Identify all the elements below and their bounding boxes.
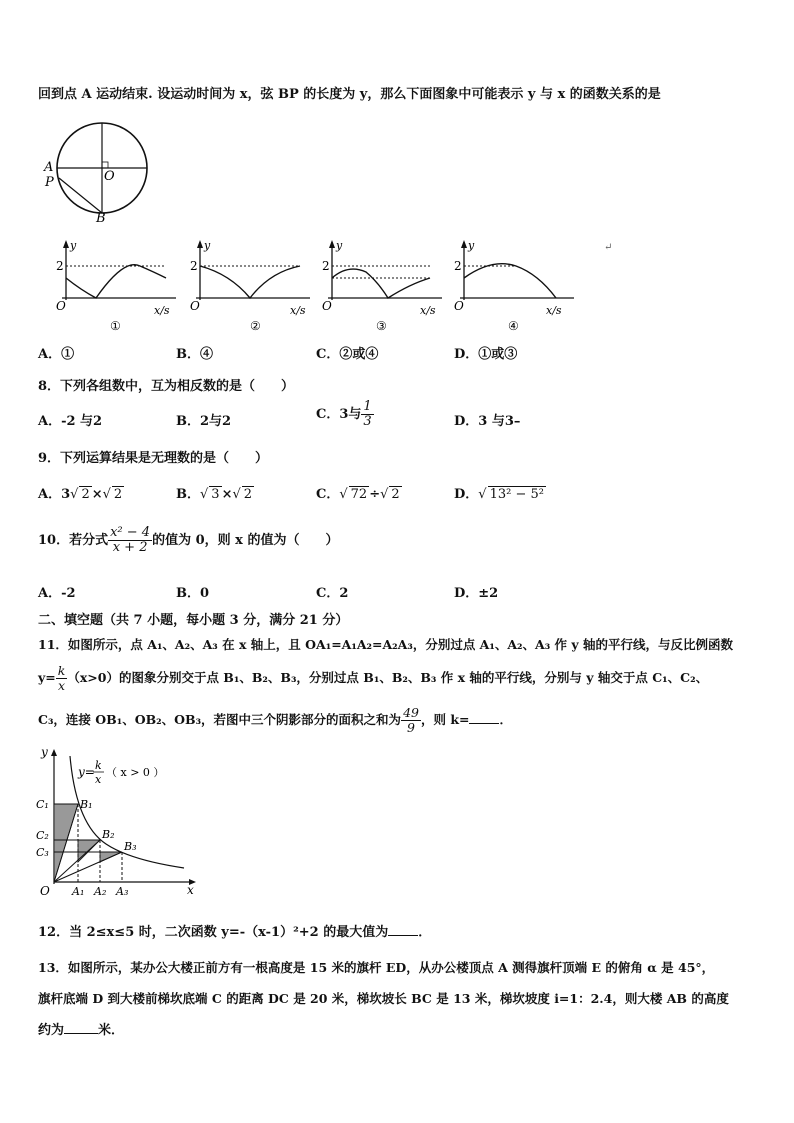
circle-label-O: O bbox=[104, 169, 115, 184]
radicand: 2 bbox=[243, 487, 253, 502]
q9-option-b[interactable] bbox=[176, 483, 254, 502]
fig-C3: C₃ bbox=[36, 846, 49, 859]
option-text: 0 bbox=[200, 586, 210, 601]
fraction bbox=[401, 706, 421, 735]
option-letter: A． bbox=[38, 487, 62, 502]
q10-option-a[interactable] bbox=[38, 582, 76, 601]
q8-option-c[interactable] bbox=[316, 400, 374, 429]
stem-text: ． bbox=[418, 925, 432, 940]
radicand: 2 bbox=[391, 487, 400, 502]
section-heading: 二、填空题（共 7 小题，每小题 3 分，满分 21 分） bbox=[38, 613, 349, 628]
graph-4 bbox=[454, 239, 574, 333]
q9-option-a[interactable] bbox=[38, 483, 124, 502]
operator: × bbox=[221, 487, 233, 502]
fraction-numerator: x² − 4 bbox=[110, 525, 151, 540]
q10-stem bbox=[38, 526, 338, 555]
circle-label-P: P bbox=[45, 175, 54, 190]
option-text: ±2 bbox=[478, 586, 499, 601]
option-letter: A． bbox=[38, 347, 62, 362]
option-text: ④ bbox=[200, 347, 214, 362]
q11-line2 bbox=[38, 664, 708, 693]
radicand: 72 bbox=[350, 487, 368, 502]
fraction-numerator: k bbox=[57, 663, 66, 678]
option-letter: C． bbox=[316, 407, 340, 422]
fraction-denominator: 3 bbox=[363, 414, 372, 429]
q11-line3 bbox=[38, 706, 512, 735]
option-letter: D． bbox=[454, 586, 479, 601]
graph-4-number: ④ bbox=[508, 319, 519, 333]
graph-3-origin: O bbox=[322, 299, 332, 313]
q7-option-c[interactable] bbox=[316, 343, 378, 362]
fig-A3: A₃ bbox=[116, 885, 129, 898]
option-letter: B． bbox=[176, 487, 200, 502]
fraction-numerator: 1 bbox=[363, 399, 372, 414]
fraction-numerator: 49 bbox=[403, 705, 419, 720]
fig-B2: B₂ bbox=[102, 828, 115, 841]
fraction bbox=[56, 664, 68, 693]
graph-2-y: y bbox=[204, 239, 211, 252]
graph-3-number: ③ bbox=[376, 319, 387, 333]
fig-func-pre: y= bbox=[78, 765, 95, 779]
answer-blank[interactable] bbox=[388, 935, 418, 936]
q9-stem: 9．下列运算结果是无理数的是（ ） bbox=[38, 451, 269, 466]
fig-func-num: k bbox=[95, 759, 102, 772]
answer-blank[interactable] bbox=[64, 1033, 98, 1034]
graph-1-origin: O bbox=[56, 299, 66, 313]
fig-B1: B₁ bbox=[80, 798, 93, 811]
fraction bbox=[108, 526, 152, 555]
graph-3-y: y bbox=[336, 239, 343, 252]
fraction-denominator: 9 bbox=[407, 720, 415, 735]
graph-3-xs: x/s bbox=[420, 304, 436, 317]
q10-option-d[interactable] bbox=[454, 582, 498, 601]
graph-1-xs: x/s bbox=[154, 304, 170, 317]
fraction-denominator: x bbox=[58, 678, 66, 693]
stem-text: C₃，连接 OB₁、OB₂、OB₃，若图中三个阴影部分的面积之和为 bbox=[38, 712, 402, 727]
coefficient: 3 bbox=[61, 487, 71, 502]
q9-option-c[interactable] bbox=[316, 483, 402, 502]
option-text: -2 bbox=[61, 586, 76, 601]
stem-text: （x>0）的图象分别交于点 B₁、B₂、B₃，分别过点 B₁、B₂、B₃ 作 x 轴的平行线，分别与 y 轴交于点 C₁、C₂、 bbox=[67, 670, 709, 685]
q7-option-d[interactable] bbox=[454, 343, 517, 362]
circle-label-B: B bbox=[96, 211, 106, 226]
option-text: 3 与3– bbox=[478, 414, 521, 429]
q8-option-b[interactable] bbox=[176, 410, 231, 429]
circle-label-A: A bbox=[44, 160, 54, 175]
q8-option-a[interactable] bbox=[38, 410, 102, 429]
fig-func-post: （ x > 0 ） bbox=[106, 766, 165, 779]
option-text: -2 与2 bbox=[61, 414, 103, 429]
option-text: 2 bbox=[339, 586, 349, 601]
graph-4-y: y bbox=[468, 239, 475, 252]
q7-option-a[interactable] bbox=[38, 343, 74, 362]
option-letter: C． bbox=[316, 487, 340, 502]
operator: ÷ bbox=[369, 487, 381, 502]
q7-option-b[interactable] bbox=[176, 343, 213, 362]
option-text: 2与2 bbox=[200, 414, 232, 429]
option-letter: A． bbox=[38, 414, 62, 429]
fig-B3: B₃ bbox=[124, 840, 137, 853]
q13-line2: 旗杆底端 D 到大楼前梯坎底端 C 的距离 DC 是 20 米，梯坎坡长 BC 是 13 米，梯坎坡度 i=1：2.4，则大楼 AB 的高度 bbox=[38, 991, 729, 1006]
q11-figure bbox=[34, 744, 204, 899]
option-letter: D． bbox=[454, 487, 479, 502]
graph-1-two: 2 bbox=[56, 259, 64, 273]
radical-sign: √ bbox=[339, 487, 348, 502]
fig-A2: A₂ bbox=[94, 885, 107, 898]
option-letter: B． bbox=[176, 414, 200, 429]
graph-4-two: 2 bbox=[454, 259, 462, 273]
graph-3-two: 2 bbox=[322, 259, 330, 273]
stem-text: 10．若分式 bbox=[38, 533, 109, 548]
stem-text: ，则 k= bbox=[420, 712, 470, 727]
option-text: 3与 bbox=[339, 407, 362, 422]
stem-text: 米． bbox=[98, 1023, 125, 1038]
fig-x-label: x bbox=[187, 883, 194, 897]
option-letter: A． bbox=[38, 586, 62, 601]
q7-circle-figure bbox=[40, 118, 160, 226]
option-letter: D． bbox=[454, 414, 479, 429]
graph-4-xs: x/s bbox=[546, 304, 562, 317]
answer-blank[interactable] bbox=[469, 723, 499, 724]
graph-4-origin: O bbox=[454, 299, 464, 313]
fraction bbox=[361, 400, 373, 429]
radical-sign: √ bbox=[102, 487, 111, 502]
fig-C1: C₁ bbox=[36, 798, 49, 811]
graph-1-number: ① bbox=[110, 319, 121, 333]
q13-line3 bbox=[38, 1019, 124, 1038]
q8-stem: 8．下列各组数中，互为相反数的是（ ） bbox=[38, 379, 295, 394]
q8-option-d[interactable] bbox=[454, 410, 520, 429]
q7-stem: 回到点 A 运动结束. 设运动时间为 x，弦 BP 的长度为 y，那么下面图象中可能表示 y 与 x 的函数关系的是 bbox=[38, 87, 661, 102]
stem-text: ． bbox=[499, 712, 512, 727]
option-text: ①或③ bbox=[478, 347, 518, 362]
radical-sign: √ bbox=[232, 487, 241, 502]
q12-stem bbox=[38, 921, 431, 940]
graph-1-y: y bbox=[70, 239, 77, 252]
radical-sign: √ bbox=[70, 487, 79, 502]
stem-text: 12．当 2≤x≤5 时，二次函数 y=-（x-1）²+2 的最大值为 bbox=[38, 925, 389, 940]
graph-2-xs: x/s bbox=[290, 304, 306, 317]
graph-2-origin: O bbox=[190, 299, 200, 313]
graph-2-two: 2 bbox=[190, 259, 198, 273]
graph-2 bbox=[190, 239, 310, 333]
radical-sign: √ bbox=[478, 487, 487, 502]
option-text: ②或④ bbox=[339, 347, 379, 362]
graph-2-number: ② bbox=[250, 319, 261, 333]
q11-line1: 11．如图所示，点 A₁、A₂、A₃ 在 x 轴上，且 OA₁=A₁A₂=A₂A₃，分别过点 A₁、A₂、A₃ 作 y 轴的平行线，与反比例函数 bbox=[38, 637, 734, 652]
option-letter: D． bbox=[454, 347, 479, 362]
radicand: 2 bbox=[81, 487, 90, 502]
radicand: 2 bbox=[113, 487, 123, 502]
fraction-denominator: x + 2 bbox=[112, 540, 148, 555]
fig-C2: C₂ bbox=[36, 829, 49, 842]
return-mark: ↵ bbox=[604, 242, 613, 253]
radicand: 3 bbox=[211, 487, 220, 502]
q7-graphs bbox=[36, 238, 613, 338]
option-letter: C． bbox=[316, 586, 340, 601]
graph-1 bbox=[56, 239, 176, 333]
fig-origin: O bbox=[40, 884, 50, 898]
graph-3 bbox=[322, 239, 442, 333]
operator: × bbox=[91, 487, 103, 502]
q10-option-c[interactable] bbox=[316, 582, 348, 601]
stem-text: y= bbox=[38, 670, 56, 685]
q13-line1: 13．如图所示，某办公大楼正前方有一根高度是 15 米的旗杆 ED，从办公楼顶点 A 测得旗杆顶端 E 的俯角 α 是 45°， bbox=[38, 960, 715, 975]
fig-y-label: y bbox=[41, 745, 48, 759]
option-letter: C． bbox=[316, 347, 340, 362]
radicand: 13² − 5² bbox=[489, 487, 544, 502]
option-letter: B． bbox=[176, 347, 200, 362]
q9-option-d[interactable] bbox=[454, 483, 546, 502]
radical-sign: √ bbox=[200, 487, 209, 502]
fig-func-den: x bbox=[95, 773, 102, 786]
fig-A1: A₁ bbox=[72, 885, 85, 898]
option-letter: B． bbox=[176, 586, 200, 601]
stem-text: 的值为 0，则 x 的值为（ ） bbox=[152, 533, 339, 548]
option-text: ① bbox=[61, 347, 75, 362]
stem-text: 约为 bbox=[38, 1023, 65, 1038]
radical-sign: √ bbox=[380, 487, 389, 502]
q10-option-b[interactable] bbox=[176, 582, 209, 601]
